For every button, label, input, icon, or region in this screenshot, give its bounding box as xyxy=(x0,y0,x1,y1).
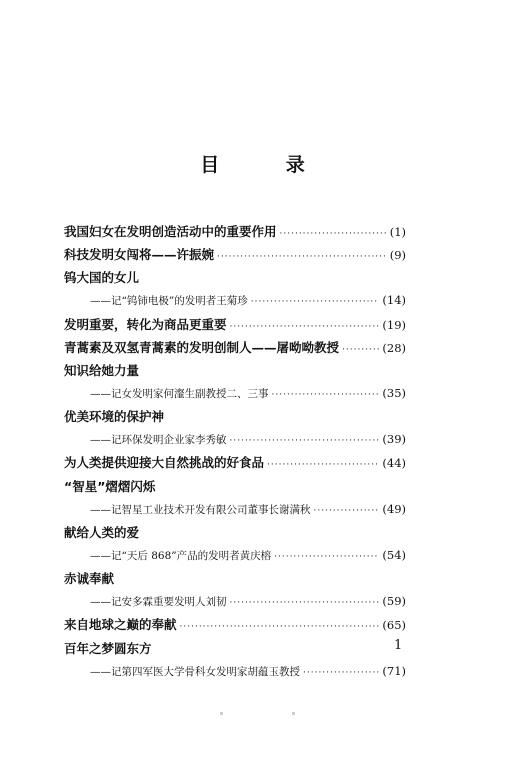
toc-entry-title: ——记智星工业技术开发有限公司董事长谢满秋 xyxy=(90,503,311,516)
toc-page-number: (49) xyxy=(382,501,406,516)
dot-leader xyxy=(342,339,379,362)
toc-entry xyxy=(64,313,406,336)
dot-leader xyxy=(230,430,380,453)
toc-entry-title: 来自地球之巅的奉献 xyxy=(64,617,177,633)
toc-entry-title: 我国妇女在发明创造活动中的重要作用 xyxy=(64,224,277,239)
dot-leader xyxy=(274,546,379,569)
toc-page-number: (14) xyxy=(382,293,406,308)
toc-entry-title: 知识给她力量 xyxy=(64,362,140,378)
toc-page-number: (1) xyxy=(389,225,406,239)
toc-entry-title: 为人类提供迎接大自然挑战的好食品 xyxy=(64,455,265,471)
toc-entry-title: 百年之梦圆东方 xyxy=(64,640,152,656)
scan-speck xyxy=(292,712,295,715)
dot-leader xyxy=(314,500,380,523)
dot-leader xyxy=(180,616,380,639)
toc-entry-title: ——记女发明家何瀣生副教授二、三事 xyxy=(90,387,269,400)
toc-page-number: (19) xyxy=(382,317,406,332)
dot-leader xyxy=(267,454,379,477)
toc-entry xyxy=(64,220,406,243)
toc-page-number: (54) xyxy=(382,547,406,562)
toc-subentry xyxy=(64,382,406,405)
dot-leader xyxy=(272,384,380,407)
toc-subentry xyxy=(64,289,406,312)
toc-subentry xyxy=(64,590,406,613)
dot-leader xyxy=(251,291,380,314)
dot-leader xyxy=(217,246,387,269)
toc-entry-title: “智星”熠熠闪烁 xyxy=(64,478,156,494)
toc-title: 目 录 xyxy=(200,154,335,176)
toc-subentry xyxy=(64,660,406,683)
toc-entry-title: 优美环境的保护神 xyxy=(64,409,165,425)
toc-entry xyxy=(64,405,406,428)
toc-page-number: (35) xyxy=(382,385,406,400)
toc-subentry xyxy=(64,544,406,567)
toc-entry xyxy=(64,451,406,474)
page-number: 1 xyxy=(394,638,403,653)
toc-entry xyxy=(64,359,406,382)
toc-page-number: (39) xyxy=(382,432,406,447)
toc-entry xyxy=(64,613,406,636)
toc-entry xyxy=(64,266,406,289)
toc-entry-title: 发明重要，转化为商品更重要 xyxy=(64,316,227,332)
toc-entry-title: ——记安多霖重要发明人刘韧 xyxy=(90,596,227,609)
toc-entry-title: ——记“钨铈电极”的发明者王菊珍 xyxy=(90,295,248,308)
dot-leader xyxy=(280,223,387,246)
toc-subentry xyxy=(64,498,406,521)
toc-entry xyxy=(64,567,406,590)
dot-leader xyxy=(303,662,379,685)
toc-entry-title: 赤诚奉献 xyxy=(64,571,115,587)
toc-page-number: (28) xyxy=(382,340,406,355)
toc-entry xyxy=(64,637,406,660)
toc-entry xyxy=(64,475,406,498)
toc-entry-title: 科技发明女闯将——许振婉 xyxy=(64,247,215,263)
toc-entry xyxy=(64,243,406,266)
toc-page-number: (71) xyxy=(382,663,406,678)
toc-page-number: (65) xyxy=(382,618,406,633)
toc-entry-title: ——记“天后 868”产品的发明者黄庆榕 xyxy=(90,549,272,562)
toc-entry xyxy=(64,336,406,359)
toc-entry-title: ——记第四军医大学骨科女发明家胡蕴玉教授 xyxy=(90,665,300,678)
toc-entry-title: 青蒿素及双氢青蒿素的发明创制人——屠呦呦教授 xyxy=(64,339,340,355)
toc-page-number: (9) xyxy=(389,248,406,263)
toc-subentry xyxy=(64,428,406,451)
toc-entry xyxy=(64,521,406,544)
scan-speck xyxy=(220,712,223,715)
toc-page-number: (44) xyxy=(382,456,406,471)
toc-entry-title: 献给人类的爱 xyxy=(64,524,140,540)
toc-page-number: (59) xyxy=(382,594,406,609)
table-of-contents xyxy=(64,220,406,683)
toc-entry-title: 钨大国的女儿 xyxy=(64,270,140,286)
toc-entry-title: ——记环保发明企业家李秀敏 xyxy=(90,434,227,447)
dot-leader xyxy=(230,592,380,615)
